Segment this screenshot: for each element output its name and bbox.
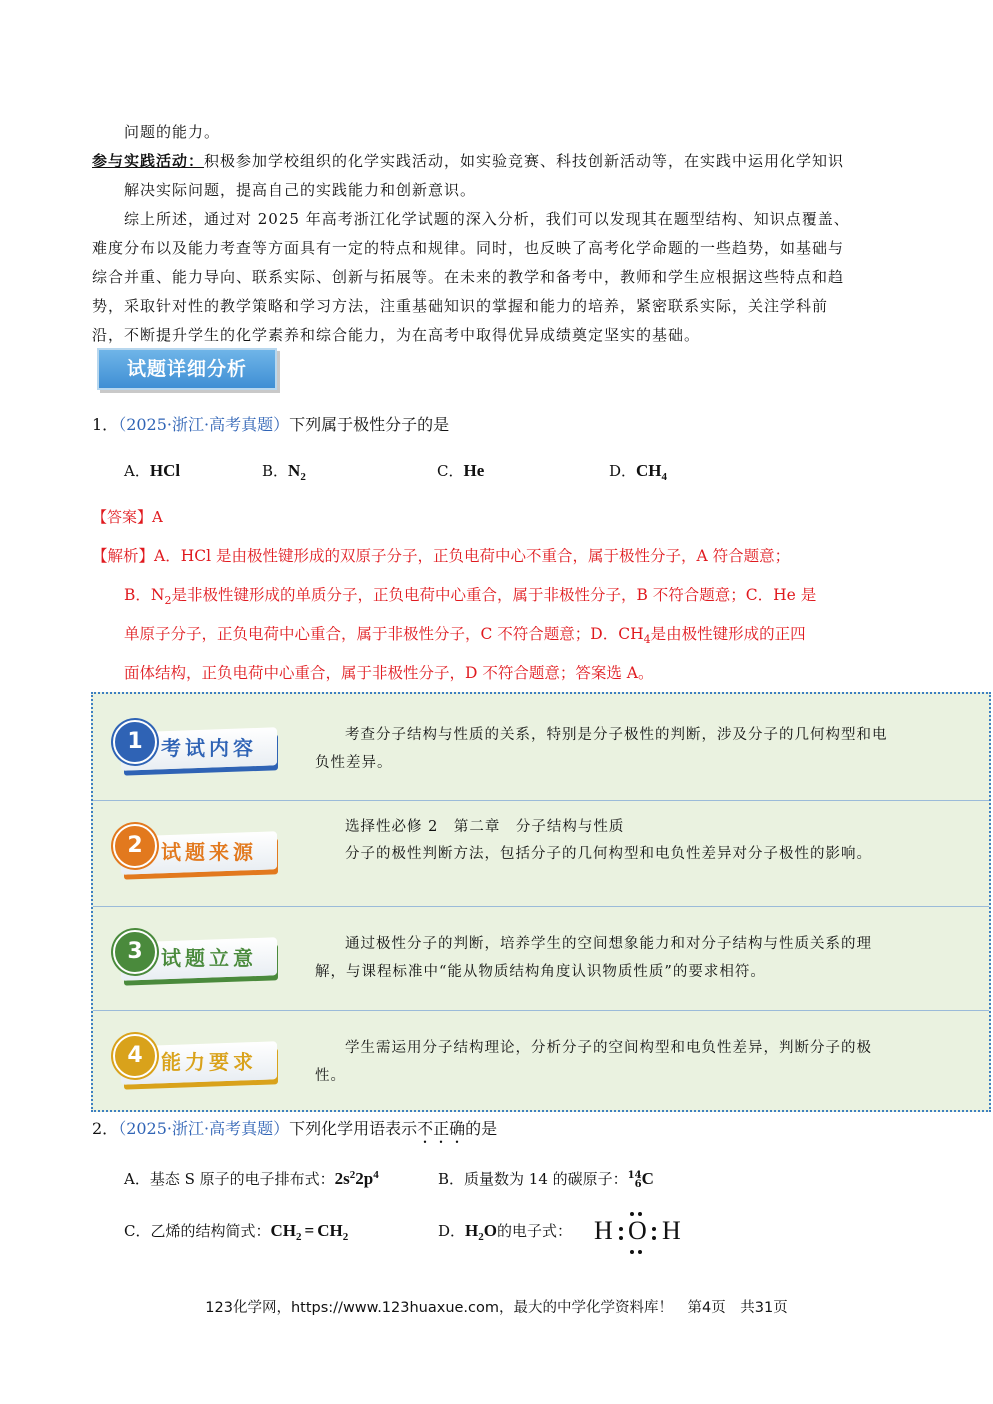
q2-c-eq: = <box>304 1221 315 1240</box>
q1-option-a <box>124 460 180 481</box>
q2-option-c <box>124 1220 348 1243</box>
answer-tag: 【答案】 <box>92 508 153 526</box>
section-title: 试题详细分析 <box>97 348 277 390</box>
q2-c-s2: 2 <box>342 1231 349 1243</box>
q2-option-d <box>438 1220 572 1243</box>
badge-label: 试题立意 <box>161 946 257 970</box>
q2-d-f: H <box>465 1221 479 1240</box>
option-a-label: A． <box>124 462 150 480</box>
water-electron-dot-structure <box>594 1212 688 1256</box>
badge-label: 试题来源 <box>161 840 257 864</box>
dot-structure-h-right: H <box>662 1216 681 1245</box>
badge-question-intent <box>113 930 281 982</box>
summary-line-1: 综上所述，通过对 2025 年高考浙江化学试题的深入分析，我们可以发现其在题型结构、知识点覆盖、 <box>124 210 850 228</box>
q1-analysis-line-2 <box>124 583 816 607</box>
row-divider <box>93 1010 989 1011</box>
q1-analysis-line-1 <box>92 544 790 566</box>
option-b-formula: N <box>288 461 301 480</box>
summary-line-2: 难度分布以及能力考查等方面具有一定的特点和规律。同时，也反映了高考化学命题的一些趋势，如基础与 <box>92 239 845 257</box>
q2-a-f1: 2s <box>334 1169 350 1188</box>
option-b-label: B． <box>262 462 289 480</box>
badge-question-source <box>113 824 281 876</box>
q1-analysis-line-4: 面体结构，正负电荷中心重合，属于非极性分子，D 不符合题意；答案选 A。 <box>124 664 654 682</box>
summary-line-4: 势，采取针对性的教学策略和学习方法，注重基础知识的掌握和能力的培养，紧密联系实际，关注学科前 <box>92 297 829 315</box>
q2-d-text: 的电子式： <box>497 1222 573 1240</box>
q2-a-s1: 2 <box>349 1169 356 1181</box>
badge-label: 考试内容 <box>161 736 257 760</box>
summary-line-3: 综合并重、能力导向、联系实际、创新与拓展等。在未来的教学和备考中，教师和学生应根据这些特点和趋 <box>92 268 845 286</box>
exam-content-text: 考查分子结构与性质的关系，特别是分子极性的判断，涉及分子的几何构型和电负性差异。 <box>315 727 888 771</box>
analysis-panel <box>91 692 991 1112</box>
q1-source: （2025·浙江·高考真题） <box>118 415 290 434</box>
analysis-text-1: A．HCl 是由极性键形成的双原子分子，正负电荷中心不重合，属于极性分子，A 符合题意； <box>154 547 791 565</box>
q1-stem <box>92 412 449 435</box>
question-source-text: 分子的极性判断方法，包括分子的几何构型和电负性差异对分子极性的影响。 <box>345 846 872 862</box>
q2-d-label: D． <box>438 1222 466 1240</box>
analysis-text-3b: 是由极性键形成的正四 <box>650 625 806 643</box>
q2-b-nuclide-numbers <box>628 1171 642 1189</box>
q1-option-c <box>437 460 484 481</box>
dot-structure-o: O <box>628 1216 647 1245</box>
electron-dot <box>652 1227 656 1231</box>
q1-option-b <box>262 460 306 483</box>
electron-dot <box>638 1212 642 1216</box>
summary-line-5: 沿，不断提升学生的化学素养和综合能力，为在高考中取得优异成绩奠定坚实的基础。 <box>92 326 701 344</box>
option-b-subscript: 2 <box>300 471 306 483</box>
badge-number: 3 <box>113 930 157 974</box>
question-source-line-1: 选择性必修 2 第二章 分子结构与性质 <box>345 819 625 835</box>
option-c-label: C． <box>437 462 464 480</box>
q2-stem-a: 下列化学用语表示 <box>289 1119 418 1138</box>
q2-option-a <box>124 1168 379 1189</box>
electron-dot <box>638 1250 642 1254</box>
badge-exam-content <box>113 720 281 772</box>
row-divider <box>93 800 989 801</box>
row-divider <box>93 906 989 907</box>
analysis-text-2a: B．N <box>124 586 165 604</box>
option-a-formula: HCl <box>149 461 181 480</box>
q2-a-label: A． <box>124 1170 150 1188</box>
q2-c-f2: CH <box>317 1221 343 1240</box>
q2-stem-emphasis: 不正确 <box>417 1119 466 1138</box>
q2-a-text: 基态 S 原子的电子排布式： <box>149 1170 335 1188</box>
practice-line-2: 解决实际问题，提高自己的实践能力和创新意识。 <box>124 181 477 199</box>
q2-b-mass: 14 <box>627 1170 642 1181</box>
page-footer: 123化学网，https://www.123huaxue.com，最大的中学化学资料库！ 第4页 共31页 <box>205 1300 788 1316</box>
q1-analysis-line-3 <box>124 622 806 646</box>
q2-b-text: 质量数为 14 的碳原子： <box>464 1170 628 1188</box>
answer-value: A <box>152 508 163 526</box>
badge-number: 2 <box>113 824 157 868</box>
q2-number: 2． <box>92 1119 119 1138</box>
q2-b-atomic: 6 <box>634 1179 642 1190</box>
practice-paragraph <box>92 147 952 176</box>
badge-ability-requirement <box>113 1034 281 1086</box>
q2-c-s1: 2 <box>296 1231 302 1243</box>
option-d-formula: CH <box>636 461 662 480</box>
practice-text: 积极参加学校组织的化学实践活动，如实验竞赛、科技创新活动等，在实践中运用化学知识 <box>204 152 845 170</box>
electron-dot <box>619 1236 623 1240</box>
q2-c-text: 乙烯的结构简式： <box>150 1222 271 1240</box>
q2-d-f2: O <box>483 1221 497 1240</box>
q2-stem <box>92 1116 497 1147</box>
analysis-sub-3: 4 <box>643 633 651 647</box>
analysis-text-3a: 单原子分子，正负电荷中心重合，属于非极性分子，C 不符合题意；D．CH <box>124 625 644 643</box>
q2-b-label: B． <box>438 1170 465 1188</box>
electron-dot <box>619 1227 623 1231</box>
dot-structure-h-left: H <box>594 1216 613 1245</box>
option-d-subscript: 4 <box>661 471 668 483</box>
question-intent-text: 通过极性分子的判断，培养学生的空间想象能力和对分子结构与性质关系的理解，与课程标准中“能从物质结构角度认识物质性质”的要求相符。 <box>315 936 872 980</box>
q2-c-f1: CH <box>270 1221 296 1240</box>
q2-b-symbol: C <box>641 1169 654 1188</box>
badge-number: 4 <box>113 1034 157 1078</box>
option-d-label: D． <box>609 462 637 480</box>
q2-a-s2: 4 <box>373 1169 379 1181</box>
q2-option-b <box>438 1168 654 1189</box>
q1-stem-text: 下列属于极性分子的是 <box>289 415 450 434</box>
q2-a-f2: 2p <box>355 1169 374 1188</box>
analysis-text-2b: 是非极性键形成的单质分子，正负电荷中心重合，属于非极性分子，B 不符合题意；C．He 是 <box>171 586 817 604</box>
ability-requirement-text: 学生需运用分子结构理论，分析分子的空间构型和电负性差异，判断分子的极性。 <box>315 1040 872 1084</box>
badge-number: 1 <box>113 720 157 764</box>
q2-c-label: C． <box>124 1222 151 1240</box>
q1-option-d <box>609 460 667 483</box>
badge-label: 能力要求 <box>161 1050 257 1074</box>
analysis-sub-2: 2 <box>164 594 172 608</box>
option-c-formula: He <box>463 461 485 480</box>
intro-line-1: 问题的能力。 <box>124 123 221 141</box>
q2-d-s: 2 <box>478 1231 484 1243</box>
q1-answer <box>92 506 163 527</box>
analysis-tag: 【解析】 <box>92 547 155 565</box>
electron-dot <box>630 1212 634 1216</box>
q2-source: （2025·浙江·高考真题） <box>118 1119 290 1138</box>
practice-label: 参与实践活动： <box>92 152 205 170</box>
q2-stem-b: 的是 <box>465 1119 498 1138</box>
q1-number: 1． <box>92 415 119 434</box>
electron-dot <box>630 1250 634 1254</box>
electron-dot <box>652 1236 656 1240</box>
